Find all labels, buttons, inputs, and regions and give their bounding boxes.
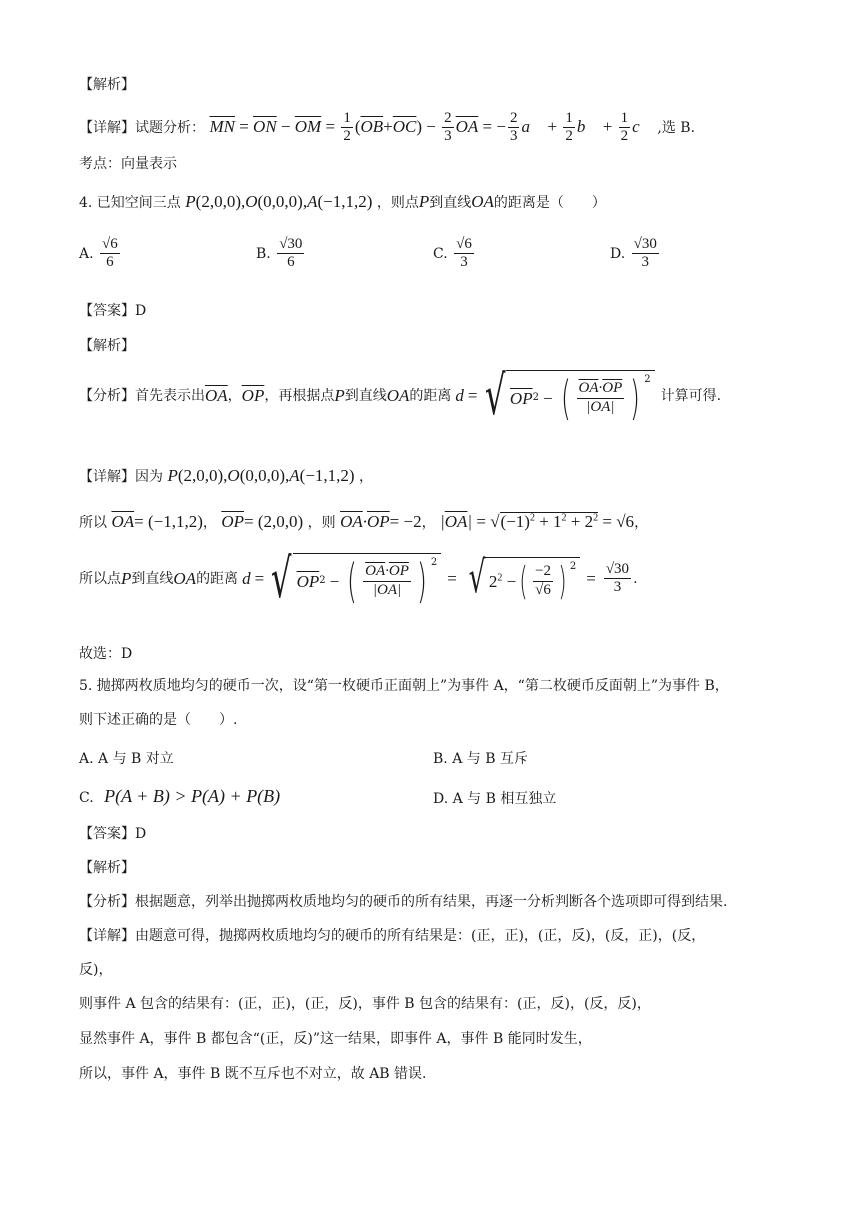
q4-option-c [433,236,476,272]
q5-stem-2: 则下述正确的是（ ）. [79,712,238,728]
q5-option-b: B. A 与 B 互斥 [433,751,528,767]
kaodian-line: 考点：向量表示 [79,156,177,172]
q4-detail-1: 【详解】因为 P(2,0,0),O(0,0,0),A(−1,1,2) ， [79,466,374,485]
xiangjie-tail: ,选 B. [657,119,696,136]
q4-stem-mid: 到直线 [429,195,472,211]
q4-fenxi-mid: ，再根据点 [264,387,335,404]
q5-detail-4: 所以，事件 A，事件 B 既不互斥也不对立，故 AB 错误. [79,1066,427,1082]
q4-fenxi-mid3: 的距离 [409,387,452,404]
q4-detail3-mid2: 的距离 [196,570,239,587]
q4-detail2-then: ，则 [307,515,336,531]
option-numerator: √30 [632,236,659,254]
q4-detail3-pre: 所以点 [79,570,121,587]
q4-detail-2: 所以 $\overline{OA}= (-1,1,2)$， $\overline{OP}= (2,0,0)$ ，则 $\overline{OA}\cdot\overline{OP}= -2$， $|\overline{OA}| = √(-1)^2 + 1^2 + 2^2 = √6$， [79,512,649,531]
q4-dot-value: = −2 [389,512,422,531]
option-label: C. [433,245,448,262]
q5-detail-3: 显然事件 A，事件 B 都包含“(正，反)”这一结果，即事件 A，事件 B 能同时发生， [79,1031,592,1047]
q4-stem-end: 的距离是（ ） [493,195,606,211]
q4-detail3-mid: 到直线 [131,570,174,587]
q5-option-c-expr: P(A + B) > P(A) + P(B) [104,786,281,806]
option-numerator: √30 [277,236,304,254]
q4-option-d [610,236,661,272]
q5-detail-1: 【详解】由题意可得，抛掷两枚质地均匀的硬币的所有结果是：(正，正)，(正，反)，(反，正)，(反， [79,928,706,944]
q5-detail-1b: 反)， [79,962,113,978]
q4-fenxi-pre: 【分析】首先表示出 [79,387,205,404]
option-numerator: √6 [454,236,474,254]
q4-conclusion: 故选：D [79,646,133,662]
q4-result-num: √30 [604,561,631,579]
q4-op-value: = (2,0,0) [244,512,304,531]
q4-fenxi: 【分析】首先表示出 $\overline{OA}$ ， $\overline{OP}$ ，再根据点 P 到直线 OA 的距离 d = √ OP 2 − ( $\frac{\overline{OA}\cdot\overline{OP}}{|\overline{OA}|}$ ) $^2$ 计算可得. [79,364,722,427]
option-denominator: 6 [287,254,295,271]
distance-formula: √ OP 2 − ( $\frac{\overline{OA}\cdot\overline{OP}}{|\overline{OA}|}$ ) $^2$ [478,370,655,421]
q4-detail1-end: ， [359,469,374,485]
q4-stem-post: ，则点 [376,195,419,211]
option-denominator: 3 [641,254,649,271]
q4-result-den: 3 [613,579,622,596]
q4-option-b [256,236,306,272]
q4-jiexi: 【解析】 [79,338,135,354]
option-denominator: 6 [106,254,114,271]
q5-option-d: D. A 与 B 相互独立 [433,791,557,807]
q4-stem-oa: OA [471,192,494,211]
jiexi-heading: 【解析】 [79,77,135,93]
q4-option-a [79,236,122,272]
q5-option-a: A. A 与 B 对立 [79,751,174,767]
q4-detail1-pre: 【详解】因为 [79,469,163,485]
vector-solution-line: 【详解】试题分析： $\overline{MN} = \overline{ON} - \overline{OM}$ = $\frac{1}{2}$ $(\overline{OB}+\overline{OC})$ − $\frac{2}{3}$ $\overline{OA}$ = − $\frac{2}{3}$ a⃗ + $\frac{1}{2}$ b⃗ + $\frac{1}{2}$ c⃗ ,选 B. [79,110,696,145]
xiangjie-label: 【详解】试题分析： [79,119,205,136]
q5-jiexi: 【解析】 [79,860,135,876]
q5-option-c-label: C. [79,790,94,806]
q4-answer: 【答案】D [79,303,147,319]
option-label: D. [610,245,626,262]
option-numerator: √6 [100,236,120,254]
option-denominator: 3 [460,254,468,271]
q5-detail-2: 则事件 A 包含的结果有：(正，正)，(正，反)，事件 B 包含的结果有：(正，反)，(反，反)， [79,996,651,1012]
q5-stem-1: 5. 抛掷两枚质地均匀的硬币一次，设“第一枚硬币正面朝上”为事件 A，“第二枚硬币反面朝上”为事件 B， [79,678,729,694]
q4-stem-pre: 4. 已知空间三点 [79,195,181,211]
option-label: A. [79,245,94,262]
q4-fenxi-end: 计算可得. [660,387,722,404]
q5-option-c [79,786,280,807]
q4-detail2-pre: 所以 [79,515,107,531]
q4-stem-p: P [418,192,430,211]
q5-answer: 【答案】D [79,826,147,842]
q4-mag-value: = √6 [602,512,635,531]
q4-fenxi-mid2: 到直线 [344,387,387,404]
q4-stem: 4. 已知空间三点 P(2,0,0),O(0,0,0),A(−1,1,2) ，则点P到直线OA的距离是（ ） [79,192,606,211]
q5-fenxi: 【分析】根据题意，列举出抛掷两枚质地均匀的硬币的所有结果，再逐一分析判断各个选项即可得到结果. [79,894,728,910]
option-label: B. [256,245,271,262]
q4-detail-3: 所以点 P 到直线 OA 的距离 d = √ OP 2 − ( $\frac{\overline{OA}\cdot\overline{OP}}{|\overline{OA}|}$ ) $^2$ = √ $2^2$ − ( $\frac{-2}{√6}$ ) $^2$ = $\frac{√30}{3}$ . [79,547,638,610]
q4-oa-value: = (−1,1,2) [134,512,203,531]
